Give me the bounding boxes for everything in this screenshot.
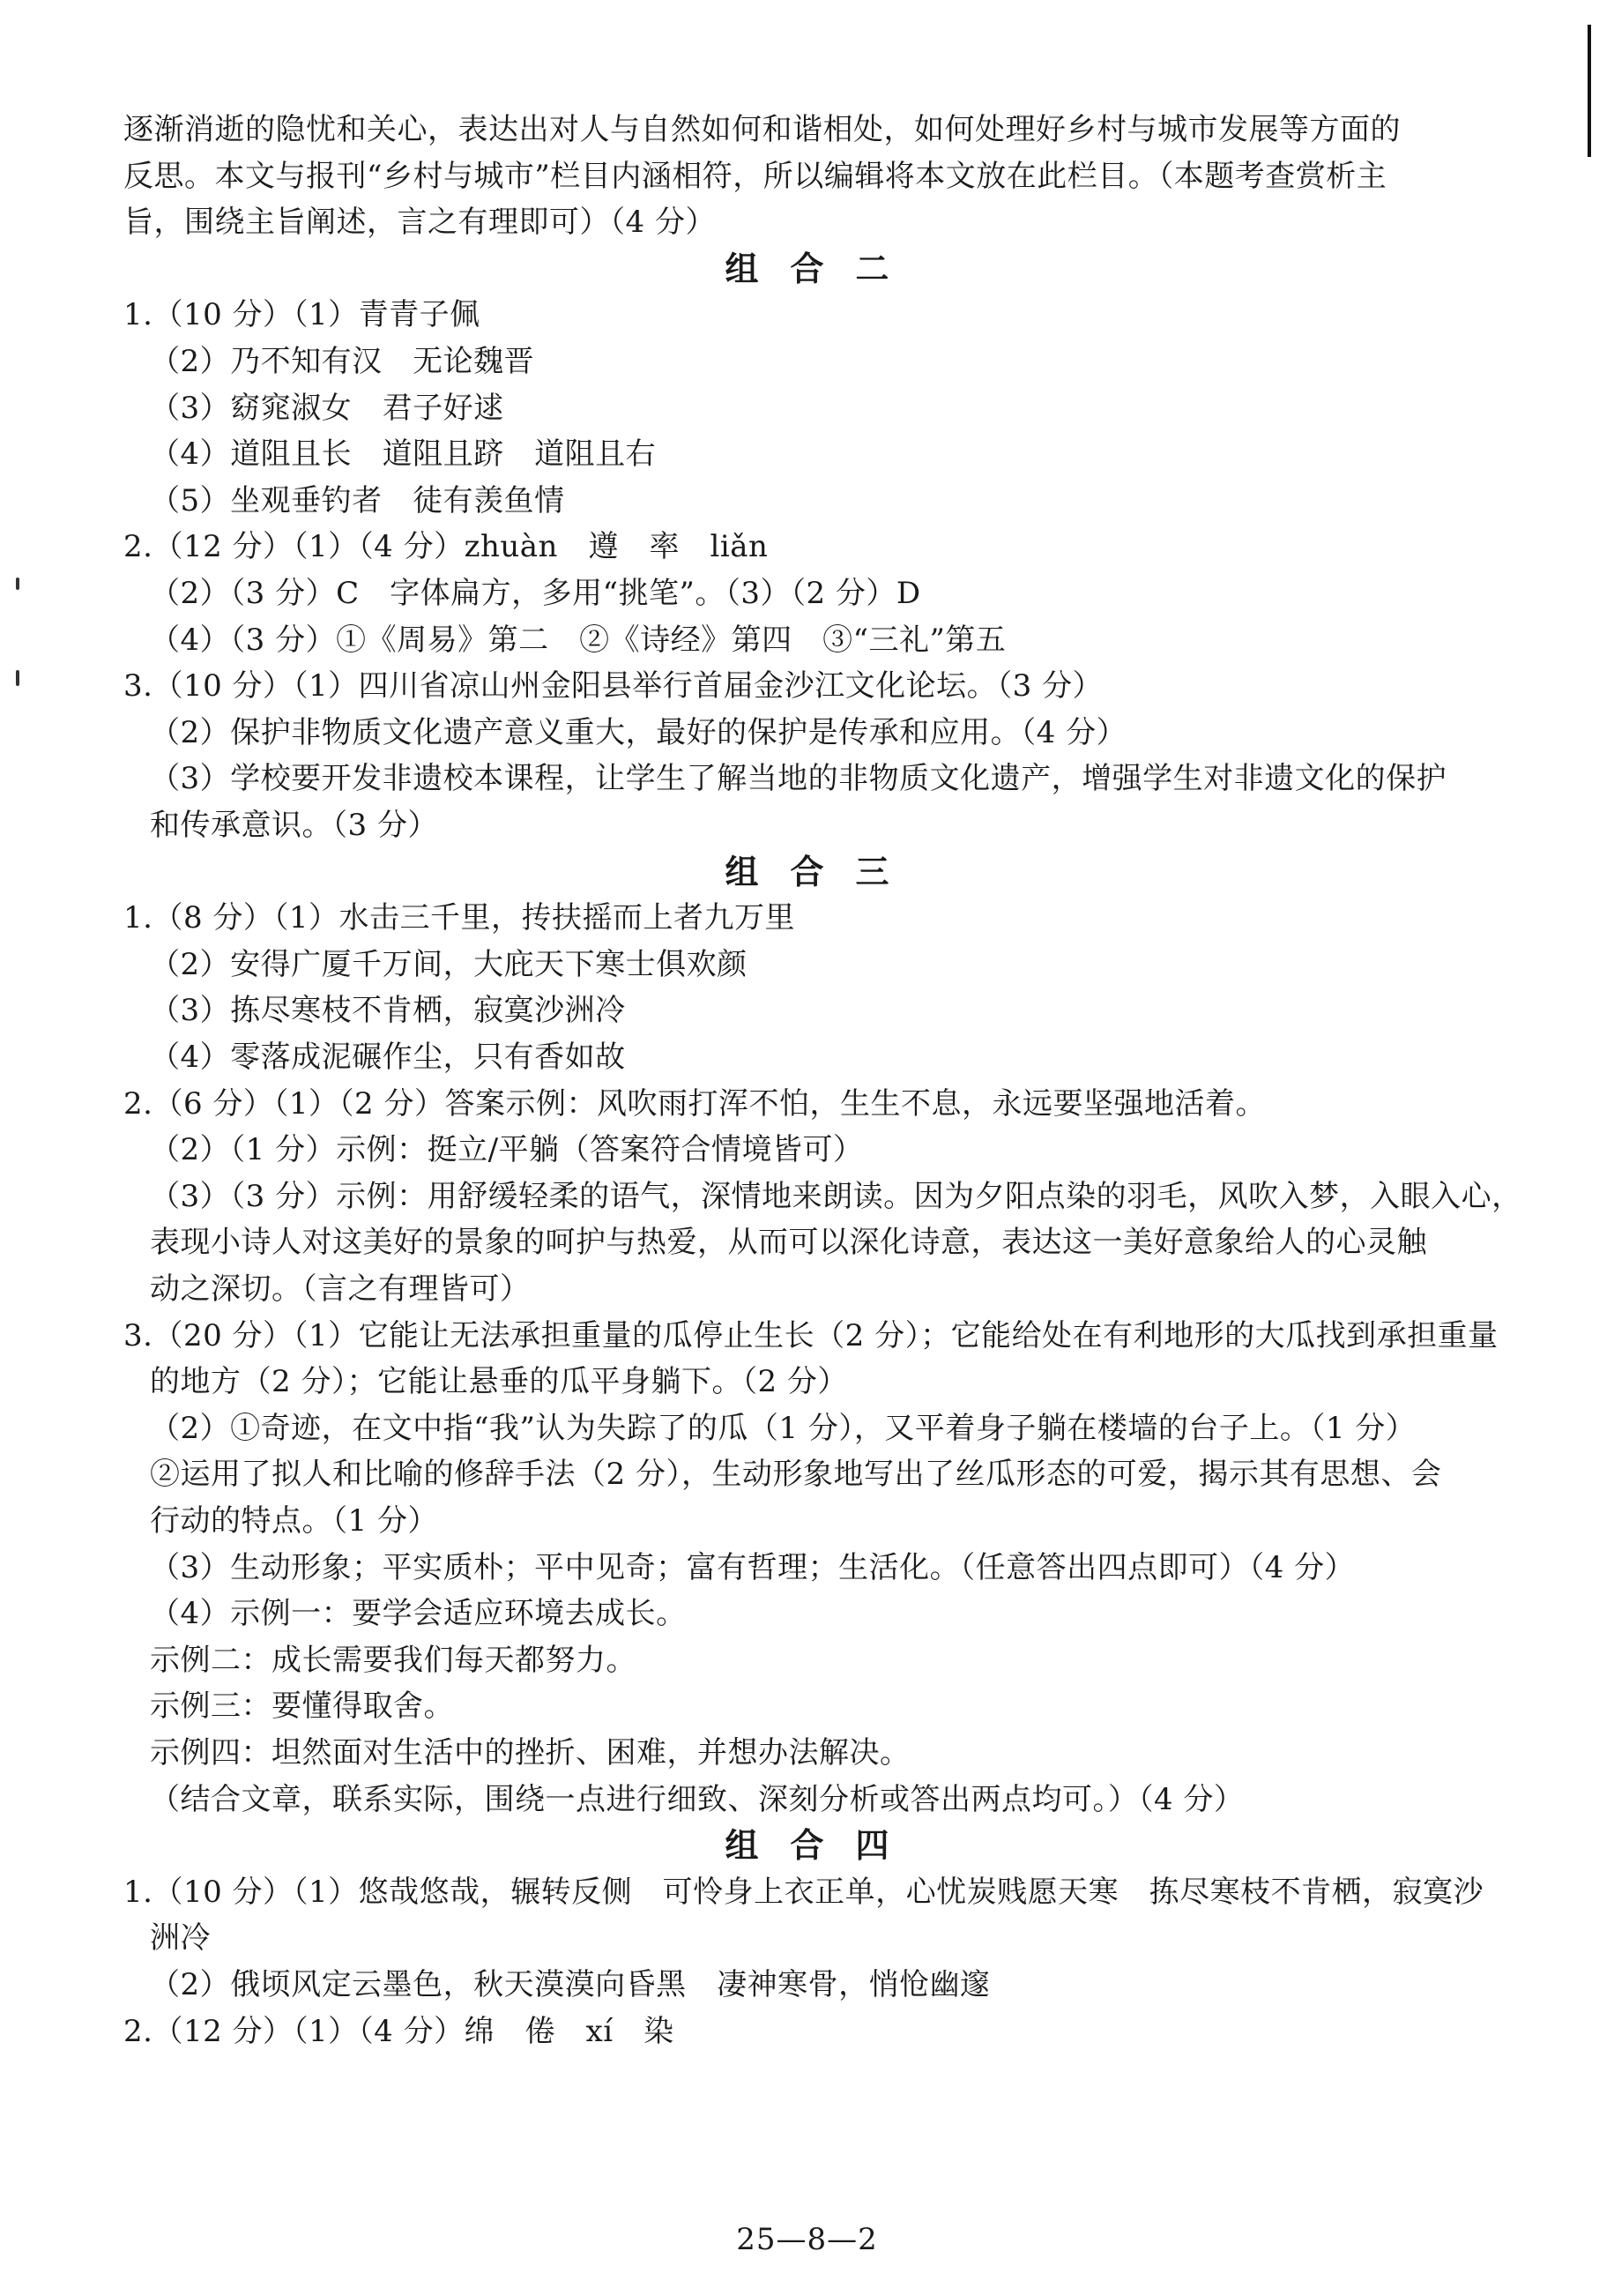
answer-line: ②运用了拟人和比喻的修辞手法（2 分），生动形象地写出了丝瓜形态的可爱，揭示其有思想、会 — [150, 1457, 1442, 1492]
answer-line: 行动的特点。（1 分） — [150, 1503, 438, 1539]
section-heading: 组合二 — [725, 249, 921, 288]
answer-line: （4）零落成泥碾作尘，只有香如故 — [150, 1040, 626, 1075]
answer-line: （3）学校要开发非遗校本课程，让学生了解当地的非物质文化遗产，增强学生对非遗文化的保护 — [150, 761, 1447, 796]
answer-line: 逐渐消逝的隐忧和关心，表达出对人与自然如何和谐相处，如何处理好乡村与城市发展等方面的 — [123, 112, 1401, 147]
answer-line: （4）示例一：要学会适应环境去成长。 — [150, 1596, 687, 1631]
answer-line: （2）（3 分）C 字体扁方，多用“挑笔”。（3）（2 分）D — [150, 576, 921, 611]
answer-line: （2）①奇迹，在文中指“我”认为失踪了的瓜（1 分），又平着身子躺在楼墙的台子上。（1 分） — [150, 1411, 1417, 1446]
answer-line: 洲冷 — [150, 1920, 211, 1956]
answer-line: 3.（20 分）（1）它能让无法承担重量的瓜停止生长（2 分）；它能给处在有利地形的大瓜找到承担重量 — [123, 1318, 1499, 1353]
answer-line: 1.（8 分）（1）水击三千里，抟扶摇而上者九万里 — [123, 900, 796, 936]
scan-mark — [16, 670, 19, 686]
scan-mark — [16, 578, 19, 590]
answer-line: 的地方（2 分）；它能让悬垂的瓜平身躺下。（2 分） — [150, 1364, 848, 1399]
answer-line: 示例四：坦然面对生活中的挫折、困难，并想办法解决。 — [150, 1735, 911, 1770]
answer-line: （3）生动形象；平实质朴；平中见奇；富有哲理；生活化。（任意答出四点即可）（4 分） — [150, 1550, 1356, 1585]
answer-line: （4）（3 分）①《周易》第二 ②《诗经》第四 ③“三礼”第五 — [150, 622, 1007, 658]
section-heading: 组合三 — [725, 852, 921, 891]
answer-line: 动之深切。（言之有理皆可） — [150, 1271, 531, 1307]
answer-line: 1.（10 分）（1）青青子佩 — [123, 297, 480, 332]
answer-line: （5）坐观垂钓者 徒有羡鱼情 — [150, 483, 565, 518]
answer-line: 旨，围绕主旨阐述，言之有理即可）（4 分） — [123, 205, 716, 240]
page-edge-rule — [1588, 25, 1591, 157]
answer-line: 2.（6 分）（1）（2 分）答案示例：风吹雨打浑不怕，生生不息，永远要坚强地活着。 — [123, 1086, 1266, 1122]
answer-line: （2）安得广厦千万间，大庇天下寒士俱欢颜 — [150, 947, 747, 982]
answer-line: 3.（10 分）（1）四川省凉山州金阳县举行首届金沙江文化论坛。（3 分） — [123, 668, 1104, 704]
answer-line: 表现小诗人对这美好的景象的呵护与热爱，从而可以深化诗意，表达这一美好意象给人的心灵触 — [150, 1225, 1427, 1260]
answer-line: （3）拣尽寒枝不肯栖，寂寞沙洲冷 — [150, 993, 626, 1028]
answer-line: 示例二：成长需要我们每天都努力。 — [150, 1643, 636, 1678]
section-heading: 组合四 — [725, 1825, 921, 1865]
answer-line: （2）俄顷风定云墨色，秋天漠漠向昏黑 凄神寒骨，悄怆幽邃 — [150, 1967, 991, 2002]
answer-line: 示例三：要懂得取舍。 — [150, 1688, 454, 1724]
answer-line: 反思。本文与报刊“乡村与城市”栏目内涵相符，所以编辑将本文放在此栏目。（本题考查赏析主 — [123, 159, 1387, 194]
answer-line: 2.（12 分）（1）（4 分）zhuàn 遵 率 liǎn — [123, 529, 769, 564]
answer-line: （2）（1 分）示例：挺立/平躺（答案符合情境皆可） — [150, 1132, 864, 1167]
answer-line: （3）（3 分）示例：用舒缓轻柔的语气，深情地来朗读。因为夕阳点染的羽毛，风吹入梦，入眼入心， — [150, 1179, 1522, 1214]
answer-line: （3）窈窕淑女 君子好逑 — [150, 391, 504, 426]
answer-line: （4）道阻且长 道阻且跻 道阻且右 — [150, 436, 657, 472]
answer-line: 和传承意识。（3 分） — [150, 808, 438, 843]
answer-line: 1.（10 分）（1）悠哉悠哉，辗转反侧 可怜身上衣正单，心忧炭贱愿天寒 拣尽寒枝不肯栖，寂寞沙 — [123, 1875, 1484, 1910]
answer-line: （结合文章，联系实际，围绕一点进行细致、深刻分析或答出两点均可。）（4 分） — [150, 1782, 1245, 1817]
page-number: 25—8—2 — [736, 2222, 878, 2257]
answer-line: 2.（12 分）（1）（4 分）绵 倦 xí 染 — [123, 2014, 674, 2049]
answer-line: （2）乃不知有汉 无论魏晋 — [150, 344, 535, 379]
answer-line: （2）保护非物质文化遗产意义重大，最好的保护是传承和应用。（4 分） — [150, 715, 1127, 750]
